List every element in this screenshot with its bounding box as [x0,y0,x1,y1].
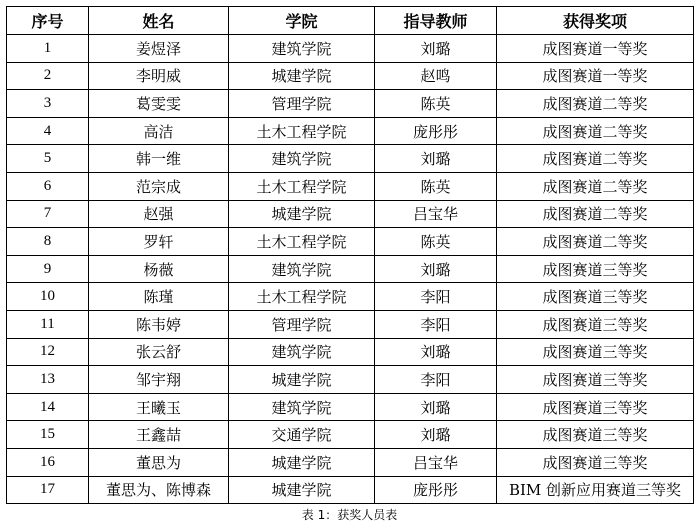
cell-award: BIM 创新应用赛道三等奖 [497,476,694,504]
header-college: 学院 [229,7,375,35]
header-advisor: 指导教师 [375,7,497,35]
table-row [7,448,694,476]
cell-college: 建筑学院 [229,338,375,366]
cell-advisor: 吕宝华 [375,200,497,228]
cell-serial-number: 4 [7,117,89,145]
cell-award: 成图赛道一等奖 [497,35,694,63]
cell-award: 成图赛道三等奖 [497,338,694,366]
cell-award: 成图赛道三等奖 [497,310,694,338]
cell-serial-number: 10 [7,283,89,311]
cell-serial-number: 11 [7,310,89,338]
cell-college: 建筑学院 [229,255,375,283]
cell-college: 土木工程学院 [229,283,375,311]
cell-college: 建筑学院 [229,393,375,421]
table-row [7,172,694,200]
cell-serial-number: 5 [7,145,89,173]
table-row [7,117,694,145]
table-row [7,200,694,228]
cell-name: 杨薇 [89,255,229,283]
award-table [6,6,694,504]
cell-serial-number: 7 [7,200,89,228]
cell-name: 姜煜泽 [89,35,229,63]
cell-serial-number: 14 [7,393,89,421]
cell-advisor: 李阳 [375,366,497,394]
cell-name: 王鑫喆 [89,421,229,449]
cell-name: 范宗成 [89,172,229,200]
cell-serial-number: 17 [7,476,89,504]
cell-award: 成图赛道一等奖 [497,62,694,90]
cell-serial-number: 15 [7,421,89,449]
header-serial-number: 序号 [7,7,89,35]
table-row [7,255,694,283]
table-body [7,35,694,504]
table-row [7,421,694,449]
table-caption: 表 1：获奖人员表 [301,508,398,522]
cell-advisor: 刘璐 [375,393,497,421]
cell-college: 城建学院 [229,448,375,476]
cell-name: 罗轩 [89,228,229,256]
cell-serial-number: 8 [7,228,89,256]
cell-advisor: 刘璐 [375,255,497,283]
cell-advisor: 刘璐 [375,145,497,173]
cell-college: 城建学院 [229,200,375,228]
cell-college: 土木工程学院 [229,117,375,145]
cell-advisor: 陈英 [375,90,497,118]
table-row [7,90,694,118]
cell-college: 土木工程学院 [229,172,375,200]
cell-serial-number: 16 [7,448,89,476]
cell-award: 成图赛道三等奖 [497,366,694,394]
cell-name: 韩一维 [89,145,229,173]
table-row [7,228,694,256]
table-row [7,283,694,311]
cell-name: 葛雯雯 [89,90,229,118]
cell-advisor: 庞彤彤 [375,476,497,504]
cell-name: 赵强 [89,200,229,228]
cell-award: 成图赛道二等奖 [497,90,694,118]
cell-college: 建筑学院 [229,35,375,63]
cell-serial-number: 6 [7,172,89,200]
table-row [7,476,694,504]
table-row [7,393,694,421]
cell-college: 城建学院 [229,366,375,394]
cell-serial-number: 1 [7,35,89,63]
table-row [7,145,694,173]
cell-college: 管理学院 [229,310,375,338]
table-row [7,35,694,63]
cell-college: 城建学院 [229,476,375,504]
cell-name: 张云舒 [89,338,229,366]
table-row [7,310,694,338]
cell-college: 土木工程学院 [229,228,375,256]
cell-name: 董思为 [89,448,229,476]
table-row [7,366,694,394]
cell-award: 成图赛道三等奖 [497,255,694,283]
table-row [7,338,694,366]
cell-college: 交通学院 [229,421,375,449]
cell-college: 城建学院 [229,62,375,90]
cell-name: 陈瑾 [89,283,229,311]
cell-advisor: 陈英 [375,228,497,256]
cell-award: 成图赛道三等奖 [497,421,694,449]
cell-serial-number: 2 [7,62,89,90]
cell-name: 高洁 [89,117,229,145]
cell-college: 管理学院 [229,90,375,118]
cell-serial-number: 13 [7,366,89,394]
award-table-container [6,6,693,504]
cell-award: 成图赛道二等奖 [497,117,694,145]
cell-award: 成图赛道二等奖 [497,200,694,228]
cell-advisor: 刘璐 [375,35,497,63]
table-header-row [7,7,694,35]
cell-advisor: 李阳 [375,283,497,311]
cell-name: 董思为、陈博森 [89,476,229,504]
cell-serial-number: 12 [7,338,89,366]
cell-name: 邹宇翔 [89,366,229,394]
cell-advisor: 吕宝华 [375,448,497,476]
cell-award: 成图赛道三等奖 [497,393,694,421]
cell-serial-number: 3 [7,90,89,118]
cell-advisor: 李阳 [375,310,497,338]
cell-name: 李明威 [89,62,229,90]
cell-serial-number: 9 [7,255,89,283]
cell-advisor: 陈英 [375,172,497,200]
table-row [7,62,694,90]
cell-award: 成图赛道二等奖 [497,145,694,173]
cell-award: 成图赛道三等奖 [497,283,694,311]
cell-advisor: 赵鸣 [375,62,497,90]
cell-name: 王曦玉 [89,393,229,421]
header-name: 姓名 [89,7,229,35]
cell-award: 成图赛道三等奖 [497,448,694,476]
cell-award: 成图赛道二等奖 [497,228,694,256]
cell-name: 陈韦婷 [89,310,229,338]
header-award: 获得奖项 [497,7,694,35]
cell-college: 建筑学院 [229,145,375,173]
cell-advisor: 庞彤彤 [375,117,497,145]
cell-advisor: 刘璐 [375,421,497,449]
cell-advisor: 刘璐 [375,338,497,366]
cell-award: 成图赛道二等奖 [497,172,694,200]
